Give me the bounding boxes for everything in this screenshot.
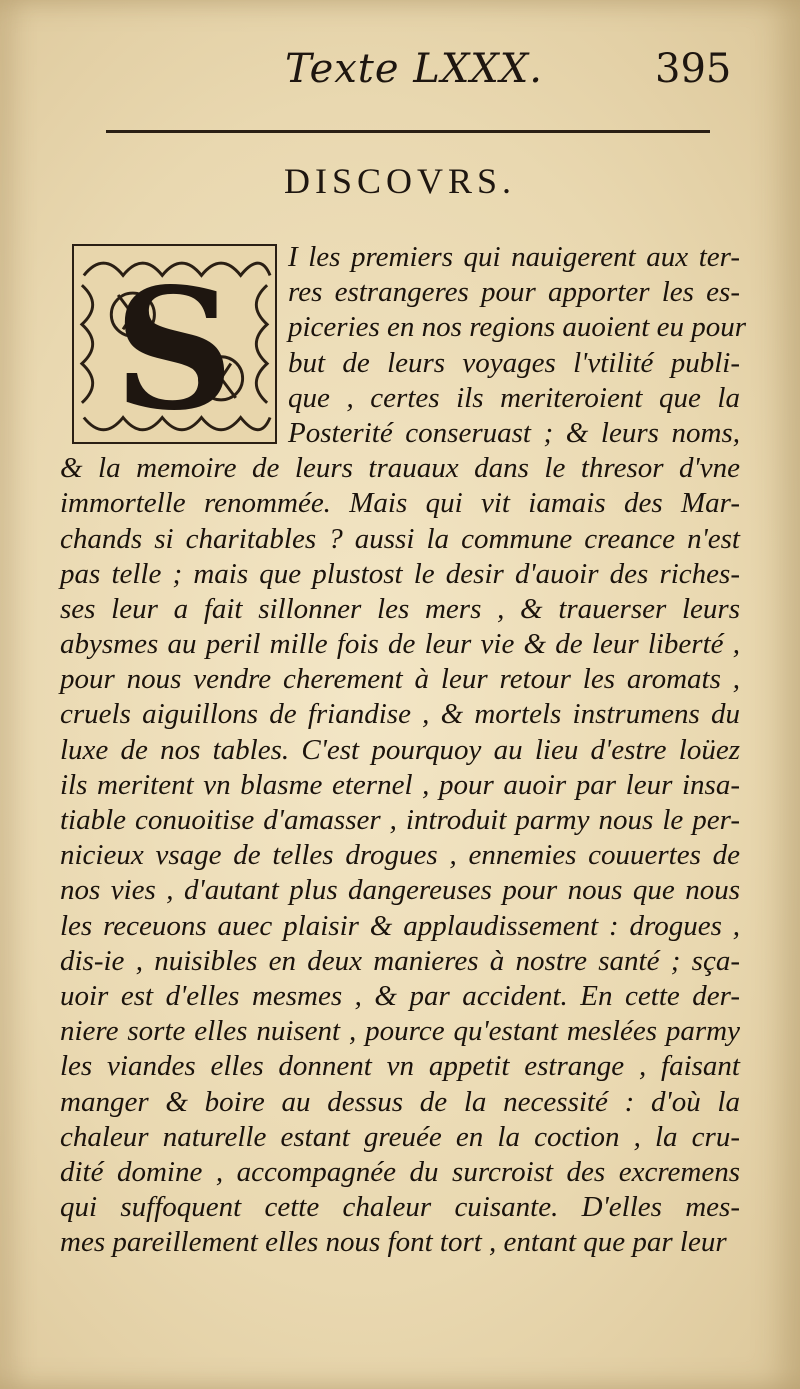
text-line: les viandes elles donnent vn appetit estrange , faisant [60,1050,740,1083]
text-line: pour nous vendre cherement à leur retour les aromats , [60,663,740,696]
text-line: luxe de nos tables. C'est pourquoy au lieu d'estre loüez [60,733,740,766]
text-line: les receuons auec plaisir & applaudissement : drogues , [60,909,740,942]
text-line: cruels aiguillons de friandise , & mortels instrumens du [60,698,740,731]
text-line: tiable conuoitise d'amasser , introduit parmy nous le per- [60,804,740,836]
text-line: but de leurs voyages l'vtilité publi- [288,346,740,379]
running-head: Texte LXXX. [285,46,543,92]
text-line: uoir est d'elles mesmes , & par accident. En cette der- [60,979,740,1012]
header-rule [106,130,710,133]
text-line: dité domine , accompagnée du surcroist des excremens [60,1155,740,1188]
text-line: nos vies , d'autant plus dangereuses pour nous que nous [60,874,740,907]
text-line: Posterité conseruast ; & leurs noms, [288,416,740,449]
svg-text:S: S [113,252,235,442]
text-line: ils meritent vn blasme eternel , pour auoir par leur insa- [60,768,740,801]
body-text [60,240,747,1260]
text-line: chaleur naturelle estant greuée en la coction , la cru- [60,1120,740,1153]
text-line: & la memoire de leurs trauaux dans le thresor d'vne [60,452,740,485]
text-line: immortelle renommée. Mais qui vit iamais des Mar- [60,487,740,520]
text-line: abysmes au peril mille fois de leur vie & de leur liberté , [60,628,740,661]
text-line: manger & boire au dessus de la necessité : d'où la [60,1085,740,1118]
text-line: dis-ie , nuisibles en deux manieres à nostre santé ; sça- [60,944,740,977]
text-line: res estrangeres pour apporter les es- [288,276,740,309]
text-line: pas telle ; mais que plustost le desir d'auoir des riches- [60,557,740,590]
text-line: qui suffoquent cette chaleur cuisante. D'elles mes- [60,1191,740,1224]
text-line: chands si charitables ? aussi la commune creance n'est [60,522,740,555]
section-title: DISCOVRS. [283,161,517,201]
text-line: mes pareillement elles nous font tort , entant que par leur [60,1226,727,1259]
text-line: ses leur a fait sillonner les mers , & trauerser leurs [60,592,740,625]
page-header [0,38,800,98]
text-line: piceries en nos regions auoient eu pour [288,311,747,344]
text-line: I les premiers qui nauigerent aux ter- [288,241,740,273]
text-line: nicieux vsage de telles drogues , ennemies couuertes de [60,839,740,872]
text-line: que , certes ils meriteroient que la [288,381,740,414]
page-number: 395 [655,46,732,92]
text-line: niere sorte elles nuisent , pource qu'estant meslées parmy [60,1015,740,1048]
